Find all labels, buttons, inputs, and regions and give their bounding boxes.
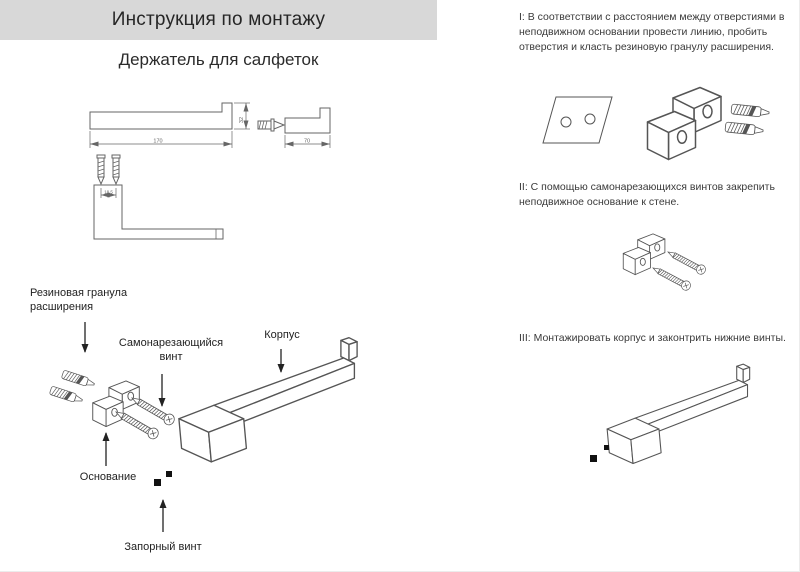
mounting-screw-icon (258, 119, 284, 131)
anchor-icon (61, 370, 95, 388)
dim-hole-spacing: 18.5 (104, 189, 113, 195)
front-view-drawing (94, 155, 223, 239)
drill-hole-icon (561, 117, 571, 127)
label-body: Корпус (264, 329, 300, 341)
step2-illustration (623, 234, 707, 292)
wall-plate-icon (543, 97, 612, 143)
anchor-icon (725, 122, 764, 136)
lock-screw-icon (604, 445, 609, 450)
anchor-icon (49, 386, 83, 404)
step-3-text: III: Монтажировать корпус и законтрить нижние винты. (519, 332, 786, 344)
body-illustration (607, 364, 750, 463)
step-2-text: II: С помощью самонарезающихся винтов закрепить неподвижное основание к стене. (519, 181, 775, 209)
wall-plate-drawing (258, 108, 330, 148)
step-1-text: I: В соответствии с расстоянием между отверстиями в неподвижном основании провести линию, пробить отверстия и класть резиновую гранулу расширения. (519, 11, 785, 54)
step1-illustration (543, 88, 770, 160)
product-subtitle: Держатель для салфеток (118, 50, 319, 69)
base-illustration (648, 88, 722, 160)
label-lock-screw: Запорный винт (124, 541, 202, 553)
side-view-drawing (90, 103, 250, 148)
label-base: Основание (79, 471, 137, 483)
screw-icon (666, 248, 707, 276)
drill-hole-icon (585, 114, 595, 124)
title-band (0, 0, 437, 40)
lock-screw-icon (590, 455, 597, 462)
dim-wall-width: 70 (303, 138, 311, 145)
anchor-screw-icon (112, 155, 120, 184)
page-title: Инструкция по монтажу (111, 9, 326, 30)
label-anchor: Резиновая гранула расширения (30, 287, 128, 314)
anchor-screw-icon (97, 155, 105, 184)
anchor-icon (731, 104, 770, 118)
label-screw: Самонарезающийся винт (118, 337, 224, 364)
step3-illustration (590, 364, 750, 463)
dim-side-height: 32 (239, 116, 245, 124)
dim-side-length: 170 (153, 138, 163, 145)
screw-icon (651, 264, 692, 292)
lock-screw-icon (166, 471, 172, 477)
